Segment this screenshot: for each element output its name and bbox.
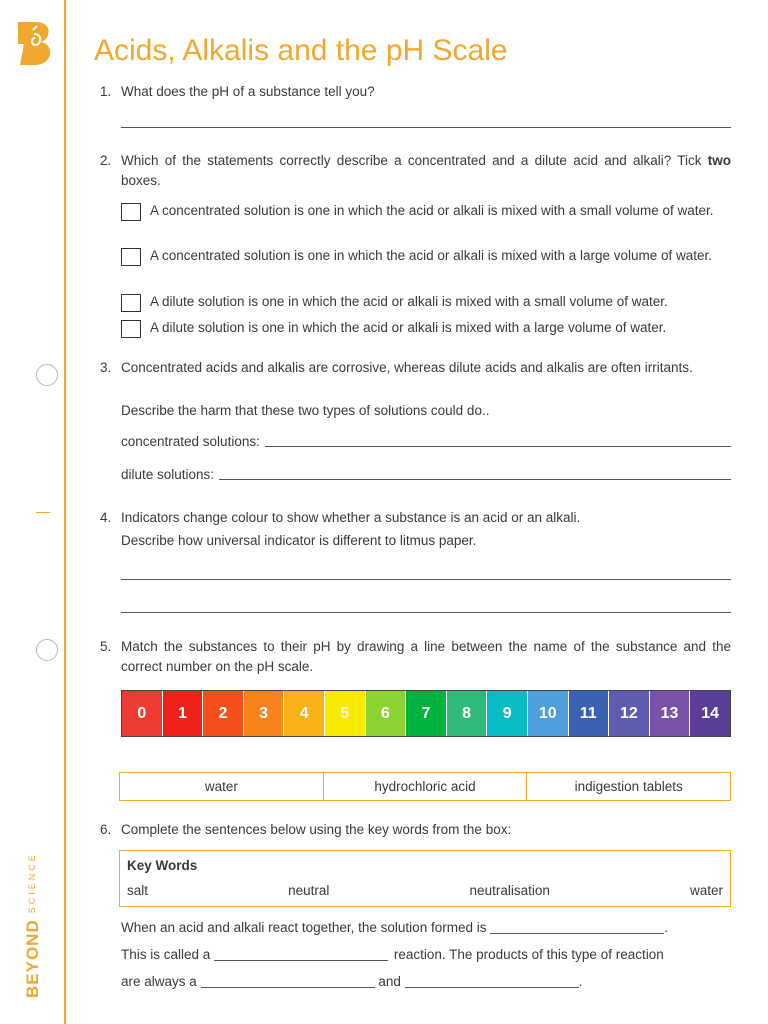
- key-word: neutralisation: [469, 883, 550, 898]
- ph-cell-3[interactable]: 3: [244, 691, 285, 736]
- question-prompt: Describe the harm that these two types of solutions could do..: [121, 403, 490, 418]
- question-text: Which of the statements correctly describe a concentrated and a dilute acid and alkali? Tick two boxes.: [121, 153, 731, 188]
- question-5: [100, 637, 731, 677]
- question-text: Complete the sentences below using the key words from the box:: [121, 822, 512, 837]
- question-1: [100, 82, 731, 102]
- ph-cell-12[interactable]: 12: [609, 691, 650, 736]
- sentence-text: This is called a: [121, 947, 211, 962]
- question-4-prompt: [100, 531, 731, 551]
- question-prompt: Describe how universal indicator is different to litmus paper.: [121, 533, 477, 548]
- ph-cell-10[interactable]: 10: [528, 691, 569, 736]
- sentence-end: .: [578, 974, 583, 989]
- question-number: 5.: [100, 639, 112, 654]
- fill-blank[interactable]: [214, 947, 388, 961]
- ph-cell-6[interactable]: 6: [366, 691, 407, 736]
- fill-blank[interactable]: [490, 920, 664, 934]
- question-text: Indicators change colour to show whether a substance is an acid or an alkali.: [121, 510, 581, 525]
- option-text: A concentrated solution is one in which the acid or alkali is mixed with a small volume of water.: [150, 203, 714, 218]
- fill-blank[interactable]: [201, 974, 375, 988]
- question-3: [100, 358, 731, 378]
- punch-hole-bottom: [36, 639, 58, 661]
- brand-word: BEYOND: [23, 919, 42, 998]
- question-6: [100, 820, 731, 840]
- question-text: What does the pH of a substance tell you?: [121, 84, 375, 99]
- question-number: 2.: [100, 153, 112, 168]
- tick-box[interactable]: [121, 203, 141, 221]
- option-text: A dilute solution is one in which the acid or alkali is mixed with a small volume of water.: [150, 294, 668, 309]
- option-row: [121, 201, 731, 221]
- key-words-box: [119, 850, 731, 907]
- substance-hydrochloric-acid[interactable]: hydrochloric acid: [324, 773, 528, 800]
- answer-line[interactable]: [121, 579, 731, 580]
- option-text: A concentrated solution is one in which the acid or alkali is mixed with a large volume of water.: [150, 248, 713, 263]
- sentence-text: reaction. The products of this type of reaction: [393, 947, 664, 962]
- ph-cell-9[interactable]: 9: [487, 691, 528, 736]
- tick-box[interactable]: [121, 320, 141, 338]
- ph-cell-8[interactable]: 8: [447, 691, 488, 736]
- answer-line[interactable]: [265, 446, 731, 447]
- sentence-text: When an acid and alkali react together, the solution formed is: [121, 920, 487, 935]
- answer-line[interactable]: [121, 612, 731, 613]
- question-4: [100, 508, 731, 528]
- key-words-title: Key Words: [127, 858, 198, 873]
- question-number: 1.: [100, 84, 112, 99]
- key-words-list: [127, 882, 723, 900]
- sentence-text: and: [378, 974, 401, 989]
- sentence-end: .: [664, 920, 668, 935]
- option-text: A dilute solution is one in which the acid or alkali is mixed with a large volume of water.: [150, 320, 667, 335]
- page-title: Acids, Alkalis and the pH Scale: [94, 34, 508, 67]
- question-number: 4.: [100, 510, 112, 525]
- margin-line: [64, 0, 66, 1024]
- fold-mark: [36, 512, 50, 513]
- substance-water[interactable]: water: [120, 773, 324, 800]
- sentence-1: [121, 918, 731, 938]
- ph-cell-2[interactable]: 2: [203, 691, 244, 736]
- substance-boxes: [119, 772, 731, 801]
- tick-box[interactable]: [121, 248, 141, 266]
- key-word: salt: [127, 883, 149, 898]
- substance-indigestion-tablets[interactable]: indigestion tablets: [574, 779, 683, 794]
- ph-cell-7[interactable]: 7: [406, 691, 447, 736]
- concentrated-label: concentrated solutions:: [121, 434, 260, 449]
- question-text: Concentrated acids and alkalis are corrosive, whereas dilute acids and alkalis are often irritants.: [121, 360, 693, 375]
- ph-scale: [121, 690, 731, 737]
- answer-row-concentrated: [121, 434, 731, 449]
- fill-blank[interactable]: [405, 974, 579, 988]
- ph-cell-4[interactable]: 4: [284, 691, 325, 736]
- answer-line[interactable]: [219, 479, 731, 480]
- ph-cell-13[interactable]: 13: [650, 691, 691, 736]
- ph-cell-14[interactable]: 14: [690, 691, 730, 736]
- tick-box[interactable]: [121, 294, 141, 312]
- ph-cell-11[interactable]: 11: [569, 691, 610, 736]
- sentence-2: [121, 945, 731, 965]
- sentence-3: [121, 972, 731, 992]
- ph-cell-1[interactable]: 1: [163, 691, 204, 736]
- option-row: [121, 318, 731, 338]
- dilute-label: dilute solutions:: [121, 467, 215, 482]
- option-row: [121, 246, 731, 266]
- question-text: Match the substances to their pH by drawing a line between the name of the substance and the correct number on the pH scale.: [121, 639, 731, 674]
- key-word: neutral: [288, 883, 330, 898]
- question-2: [100, 151, 731, 191]
- question-number: 6.: [100, 822, 112, 837]
- brand-wordmark: [23, 852, 43, 998]
- option-row: [121, 292, 731, 312]
- answer-row-dilute: [121, 467, 731, 482]
- question-number: 3.: [100, 360, 112, 375]
- brand-sub: SCIENCE: [27, 852, 37, 914]
- question-3-prompt: [100, 401, 731, 421]
- key-word: water: [689, 883, 723, 898]
- ph-cell-0[interactable]: 0: [122, 691, 163, 736]
- sentence-text: are always a: [121, 974, 197, 989]
- punch-hole-top: [36, 364, 58, 386]
- beyond-logo-icon: [14, 20, 52, 66]
- ph-cell-5[interactable]: 5: [325, 691, 366, 736]
- answer-line[interactable]: [121, 127, 731, 128]
